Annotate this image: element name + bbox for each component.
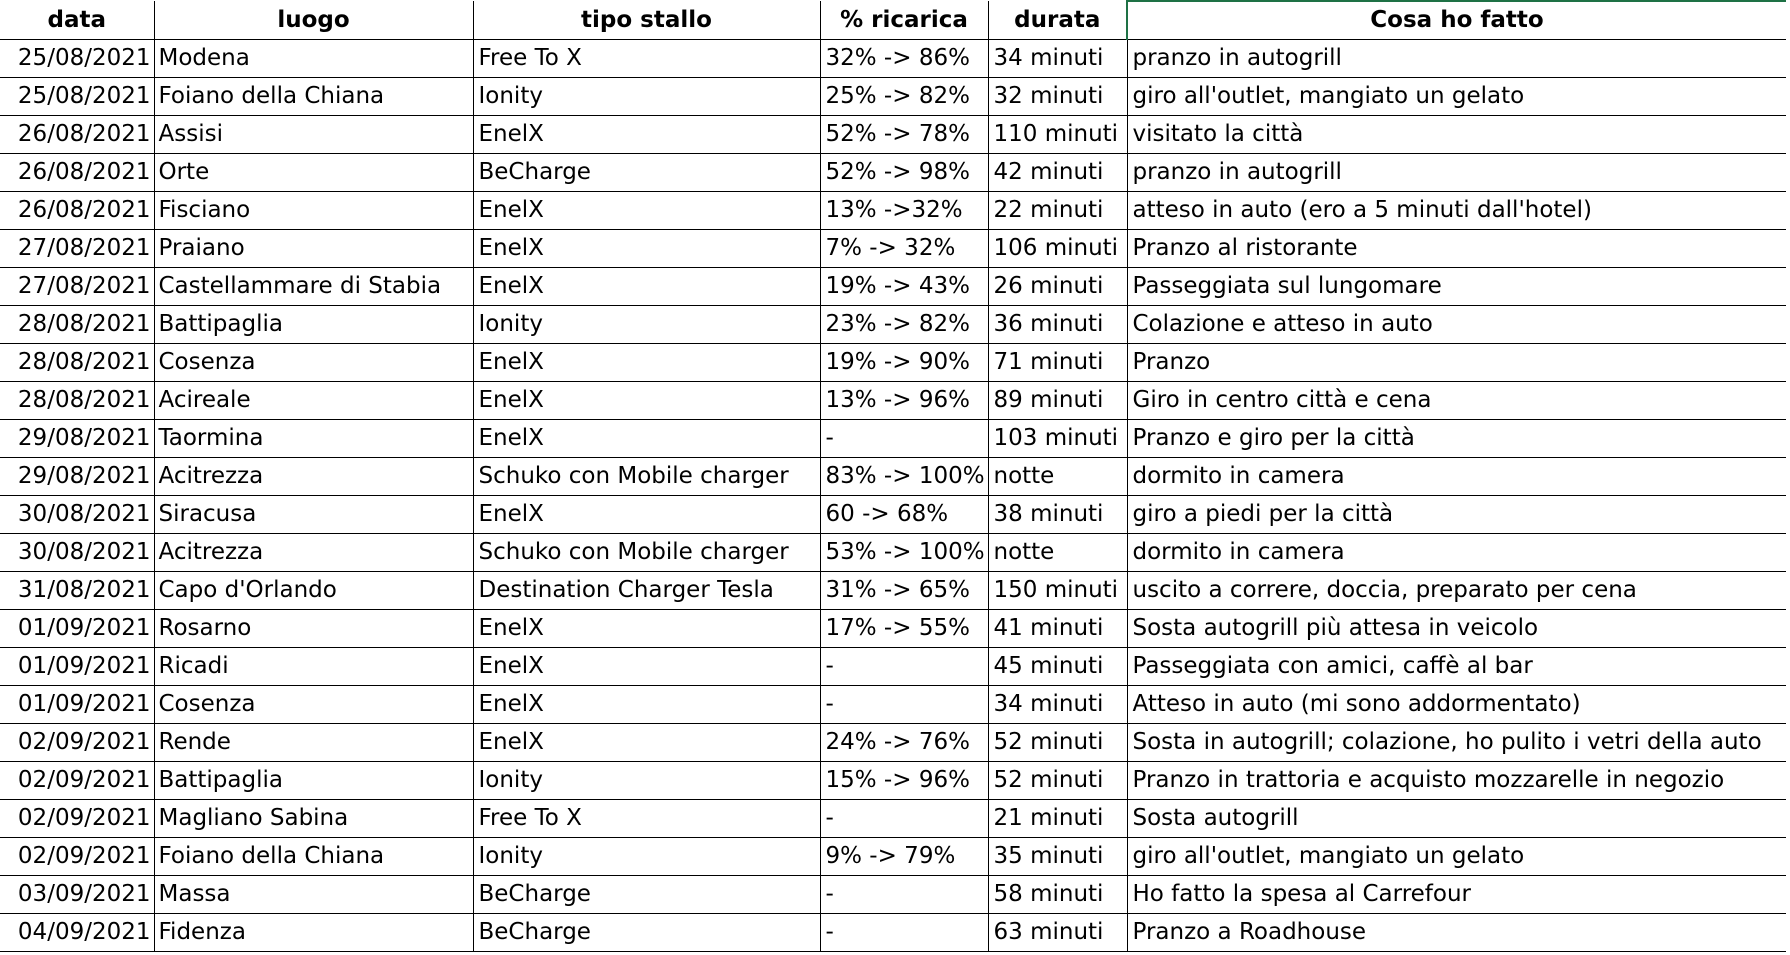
cell-luogo[interactable]: Cosenza	[154, 686, 473, 724]
cell-tipo-stallo[interactable]: Ionity	[473, 762, 820, 800]
cell-data[interactable]: 30/08/2021	[0, 496, 154, 534]
cell-ricarica[interactable]: 31% -> 65%	[820, 572, 988, 610]
table-body	[0, 40, 1786, 952]
cell-cosa-ho-fatto[interactable]: Pranzo al ristorante	[1127, 230, 1786, 268]
cell-data[interactable]: 28/08/2021	[0, 306, 154, 344]
cell-luogo[interactable]: Foiano della Chiana	[154, 838, 473, 876]
cell-data[interactable]: 02/09/2021	[0, 724, 154, 762]
table-row	[0, 78, 1786, 116]
table-row	[0, 40, 1786, 78]
cell-durata[interactable]: 52 minuti	[988, 724, 1127, 762]
cell-data[interactable]: 04/09/2021	[0, 914, 154, 952]
cell-luogo[interactable]: Foiano della Chiana	[154, 78, 473, 116]
cell-cosa-ho-fatto[interactable]: giro all'outlet, mangiato un gelato	[1127, 838, 1786, 876]
cell-tipo-stallo[interactable]: Schuko con Mobile charger	[473, 534, 820, 572]
cell-data[interactable]: 25/08/2021	[0, 40, 154, 78]
table-row	[0, 192, 1786, 230]
cell-luogo[interactable]: Ricadi	[154, 648, 473, 686]
cell-data[interactable]: 27/08/2021	[0, 230, 154, 268]
cell-cosa-ho-fatto[interactable]: Passeggiata con amici, caffè al bar	[1127, 648, 1786, 686]
table-row	[0, 724, 1786, 762]
table-row	[0, 230, 1786, 268]
header-cell-data[interactable]: data	[0, 1, 154, 40]
cell-tipo-stallo[interactable]: EnelX	[473, 116, 820, 154]
cell-ricarica[interactable]: 24% -> 76%	[820, 724, 988, 762]
cell-durata[interactable]: 58 minuti	[988, 876, 1127, 914]
cell-durata[interactable]: 34 minuti	[988, 686, 1127, 724]
cell-tipo-stallo[interactable]: EnelX	[473, 382, 820, 420]
cell-tipo-stallo[interactable]: EnelX	[473, 610, 820, 648]
cell-tipo-stallo[interactable]: EnelX	[473, 496, 820, 534]
cell-cosa-ho-fatto[interactable]: Pranzo e giro per la città	[1127, 420, 1786, 458]
cell-tipo-stallo[interactable]: BeCharge	[473, 914, 820, 952]
cell-data[interactable]: 27/08/2021	[0, 268, 154, 306]
cell-data[interactable]: 01/09/2021	[0, 648, 154, 686]
cell-durata[interactable]: 150 minuti	[988, 572, 1127, 610]
cell-ricarica[interactable]: -	[820, 876, 988, 914]
cell-ricarica[interactable]: -	[820, 800, 988, 838]
cell-cosa-ho-fatto[interactable]: pranzo in autogrill	[1127, 40, 1786, 78]
cell-cosa-ho-fatto[interactable]: Pranzo	[1127, 344, 1786, 382]
header-cell-luogo[interactable]: luogo	[154, 1, 473, 40]
cell-tipo-stallo[interactable]: BeCharge	[473, 154, 820, 192]
cell-cosa-ho-fatto[interactable]: uscito a correre, doccia, preparato per cena	[1127, 572, 1786, 610]
cell-cosa-ho-fatto[interactable]: dormito in camera	[1127, 534, 1786, 572]
cell-ricarica[interactable]: 25% -> 82%	[820, 78, 988, 116]
cell-tipo-stallo[interactable]: EnelX	[473, 686, 820, 724]
cell-luogo[interactable]: Siracusa	[154, 496, 473, 534]
cell-durata[interactable]: 45 minuti	[988, 648, 1127, 686]
cell-durata[interactable]: 32 minuti	[988, 78, 1127, 116]
cell-ricarica[interactable]: 13% -> 96%	[820, 382, 988, 420]
cell-tipo-stallo[interactable]: Ionity	[473, 838, 820, 876]
cell-tipo-stallo[interactable]: EnelX	[473, 268, 820, 306]
cell-ricarica[interactable]: 52% -> 98%	[820, 154, 988, 192]
table-row	[0, 420, 1786, 458]
cell-data[interactable]: 01/09/2021	[0, 610, 154, 648]
table-row	[0, 268, 1786, 306]
cell-durata[interactable]: 89 minuti	[988, 382, 1127, 420]
cell-ricarica[interactable]: 83% -> 100%	[820, 458, 988, 496]
cell-luogo[interactable]: Capo d'Orlando	[154, 572, 473, 610]
table-row	[0, 458, 1786, 496]
table-row	[0, 382, 1786, 420]
cell-luogo[interactable]: Castellammare di Stabia	[154, 268, 473, 306]
cell-data[interactable]: 28/08/2021	[0, 344, 154, 382]
cell-luogo[interactable]: Taormina	[154, 420, 473, 458]
cell-cosa-ho-fatto[interactable]: Pranzo a Roadhouse	[1127, 914, 1786, 952]
cell-luogo[interactable]: Modena	[154, 40, 473, 78]
cell-data[interactable]: 26/08/2021	[0, 154, 154, 192]
cell-ricarica[interactable]: 13% ->32%	[820, 192, 988, 230]
cell-durata[interactable]: 36 minuti	[988, 306, 1127, 344]
cell-data[interactable]: 02/09/2021	[0, 800, 154, 838]
cell-luogo[interactable]: Magliano Sabina	[154, 800, 473, 838]
cell-ricarica[interactable]: 19% -> 43%	[820, 268, 988, 306]
cell-cosa-ho-fatto[interactable]: giro all'outlet, mangiato un gelato	[1127, 78, 1786, 116]
table-row	[0, 762, 1786, 800]
cell-cosa-ho-fatto[interactable]: Atteso in auto (mi sono addormentato)	[1127, 686, 1786, 724]
cell-durata[interactable]: 42 minuti	[988, 154, 1127, 192]
cell-data[interactable]: 26/08/2021	[0, 192, 154, 230]
cell-durata[interactable]: 22 minuti	[988, 192, 1127, 230]
cell-data[interactable]: 29/08/2021	[0, 458, 154, 496]
cell-luogo[interactable]: Fidenza	[154, 914, 473, 952]
header-row	[0, 1, 1786, 40]
table-row	[0, 914, 1786, 952]
cell-tipo-stallo[interactable]: EnelX	[473, 724, 820, 762]
table-row	[0, 154, 1786, 192]
cell-luogo[interactable]: Cosenza	[154, 344, 473, 382]
cell-tipo-stallo[interactable]: EnelX	[473, 230, 820, 268]
cell-cosa-ho-fatto[interactable]: dormito in camera	[1127, 458, 1786, 496]
cell-data[interactable]: 25/08/2021	[0, 78, 154, 116]
cell-cosa-ho-fatto[interactable]: Colazione e atteso in auto	[1127, 306, 1786, 344]
table-row	[0, 572, 1786, 610]
cell-durata[interactable]: 21 minuti	[988, 800, 1127, 838]
cell-ricarica[interactable]: 19% -> 90%	[820, 344, 988, 382]
table-row	[0, 800, 1786, 838]
cell-luogo[interactable]: Battipaglia	[154, 306, 473, 344]
cell-ricarica[interactable]: 7% -> 32%	[820, 230, 988, 268]
cell-durata[interactable]: 41 minuti	[988, 610, 1127, 648]
cell-luogo[interactable]: Rende	[154, 724, 473, 762]
cell-cosa-ho-fatto[interactable]: Passeggiata sul lungomare	[1127, 268, 1786, 306]
cell-cosa-ho-fatto[interactable]: pranzo in autogrill	[1127, 154, 1786, 192]
cell-ricarica[interactable]: -	[820, 648, 988, 686]
cell-cosa-ho-fatto[interactable]: atteso in auto (ero a 5 minuti dall'hotel)	[1127, 192, 1786, 230]
cell-cosa-ho-fatto[interactable]: Pranzo in trattoria e acquisto mozzarelle in negozio	[1127, 762, 1786, 800]
cell-durata[interactable]: 26 minuti	[988, 268, 1127, 306]
header-cell-durata[interactable]: durata	[988, 1, 1127, 40]
table-row	[0, 344, 1786, 382]
table-row	[0, 496, 1786, 534]
cell-ricarica[interactable]: 17% -> 55%	[820, 610, 988, 648]
cell-luogo[interactable]: Rosarno	[154, 610, 473, 648]
cell-durata[interactable]: 71 minuti	[988, 344, 1127, 382]
cell-durata[interactable]: 106 minuti	[988, 230, 1127, 268]
cell-durata[interactable]: 38 minuti	[988, 496, 1127, 534]
cell-ricarica[interactable]: 32% -> 86%	[820, 40, 988, 78]
cell-cosa-ho-fatto[interactable]: Sosta autogrill	[1127, 800, 1786, 838]
cell-data[interactable]: 31/08/2021	[0, 572, 154, 610]
cell-durata[interactable]: 110 minuti	[988, 116, 1127, 154]
cell-data[interactable]: 30/08/2021	[0, 534, 154, 572]
cell-data[interactable]: 01/09/2021	[0, 686, 154, 724]
cell-ricarica[interactable]: 52% -> 78%	[820, 116, 988, 154]
cell-luogo[interactable]: Battipaglia	[154, 762, 473, 800]
cell-ricarica[interactable]: 23% -> 82%	[820, 306, 988, 344]
cell-ricarica[interactable]: 15% -> 96%	[820, 762, 988, 800]
cell-tipo-stallo[interactable]: Free To X	[473, 800, 820, 838]
cell-tipo-stallo[interactable]: BeCharge	[473, 876, 820, 914]
header-cell-cosa-ho-fatto[interactable]: Cosa ho fatto	[1127, 1, 1786, 40]
cell-ricarica[interactable]: -	[820, 914, 988, 952]
header-cell-ricarica[interactable]: % ricarica	[820, 1, 988, 40]
cell-data[interactable]: 02/09/2021	[0, 838, 154, 876]
table-row	[0, 116, 1786, 154]
cell-cosa-ho-fatto[interactable]: Sosta autogrill più attesa in veicolo	[1127, 610, 1786, 648]
cell-durata[interactable]: 35 minuti	[988, 838, 1127, 876]
cell-tipo-stallo[interactable]: EnelX	[473, 648, 820, 686]
table-row	[0, 876, 1786, 914]
cell-luogo[interactable]: Acireale	[154, 382, 473, 420]
cell-luogo[interactable]: Acitrezza	[154, 458, 473, 496]
cell-data[interactable]: 26/08/2021	[0, 116, 154, 154]
cell-tipo-stallo[interactable]: Free To X	[473, 40, 820, 78]
cell-durata[interactable]: 34 minuti	[988, 40, 1127, 78]
cell-data[interactable]: 28/08/2021	[0, 382, 154, 420]
cell-tipo-stallo[interactable]: EnelX	[473, 344, 820, 382]
cell-ricarica[interactable]: 9% -> 79%	[820, 838, 988, 876]
cell-tipo-stallo[interactable]: EnelX	[473, 192, 820, 230]
cell-ricarica[interactable]: 53% -> 100%	[820, 534, 988, 572]
cell-cosa-ho-fatto[interactable]: Ho fatto la spesa al Carrefour	[1127, 876, 1786, 914]
table-row	[0, 838, 1786, 876]
table-row	[0, 686, 1786, 724]
table-row	[0, 306, 1786, 344]
cell-luogo[interactable]: Assisi	[154, 116, 473, 154]
cell-luogo[interactable]: Praiano	[154, 230, 473, 268]
cell-luogo[interactable]: Fisciano	[154, 192, 473, 230]
cell-cosa-ho-fatto[interactable]: Giro in centro città e cena	[1127, 382, 1786, 420]
cell-luogo[interactable]: Acitrezza	[154, 534, 473, 572]
cell-ricarica[interactable]: -	[820, 420, 988, 458]
cell-ricarica[interactable]: -	[820, 686, 988, 724]
table-row	[0, 534, 1786, 572]
cell-tipo-stallo[interactable]: Ionity	[473, 78, 820, 116]
cell-luogo[interactable]: Orte	[154, 154, 473, 192]
cell-data[interactable]: 03/09/2021	[0, 876, 154, 914]
cell-durata[interactable]: notte	[988, 534, 1127, 572]
cell-tipo-stallo[interactable]: Destination Charger Tesla	[473, 572, 820, 610]
cell-cosa-ho-fatto[interactable]: visitato la città	[1127, 116, 1786, 154]
cell-cosa-ho-fatto[interactable]: Sosta in autogrill; colazione, ho pulito i vetri della auto	[1127, 724, 1786, 762]
cell-data[interactable]: 02/09/2021	[0, 762, 154, 800]
cell-data[interactable]: 29/08/2021	[0, 420, 154, 458]
cell-cosa-ho-fatto[interactable]: giro a piedi per la città	[1127, 496, 1786, 534]
header-cell-tipo-stallo[interactable]: tipo stallo	[473, 1, 820, 40]
cell-durata[interactable]: notte	[988, 458, 1127, 496]
cell-durata[interactable]: 63 minuti	[988, 914, 1127, 952]
cell-luogo[interactable]: Massa	[154, 876, 473, 914]
cell-durata[interactable]: 52 minuti	[988, 762, 1127, 800]
table-row	[0, 648, 1786, 686]
cell-tipo-stallo[interactable]: Ionity	[473, 306, 820, 344]
cell-ricarica[interactable]: 60 -> 68%	[820, 496, 988, 534]
cell-durata[interactable]: 103 minuti	[988, 420, 1127, 458]
table-row	[0, 610, 1786, 648]
cell-tipo-stallo[interactable]: Schuko con Mobile charger	[473, 458, 820, 496]
cell-tipo-stallo[interactable]: EnelX	[473, 420, 820, 458]
